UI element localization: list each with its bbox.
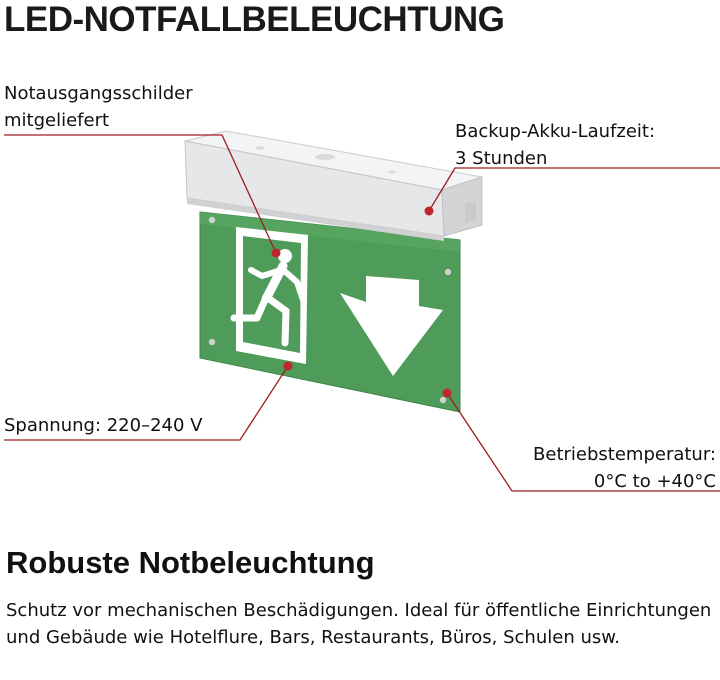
screw-icon	[445, 269, 451, 275]
callout-exit-signs: Notausgangsschilder mitgeliefert	[4, 83, 193, 131]
screw-icon	[440, 397, 446, 403]
callout-battery-runtime: Backup-Akku-Laufzeit: 3 Stunden	[455, 121, 656, 169]
callout-operating-temperature: Betriebstemperatur: 0°C to +40°C	[533, 444, 716, 492]
screw-icon	[209, 217, 215, 223]
section-heading: Robuste Notbeleuchtung	[6, 545, 375, 580]
page-title: LED-NOTFALLBELEUCHTUNG	[4, 0, 505, 39]
screw-icon	[209, 339, 215, 345]
section-description: Schutz vor mechanischen Beschädigungen. Ideal für öffentliche Einrichtungen und Gebäude wie Hotelflure, Bars, Restaurants, Büros, Schulen usw.	[6, 600, 712, 648]
callout-voltage: Spannung: 220–240 V	[4, 415, 203, 436]
